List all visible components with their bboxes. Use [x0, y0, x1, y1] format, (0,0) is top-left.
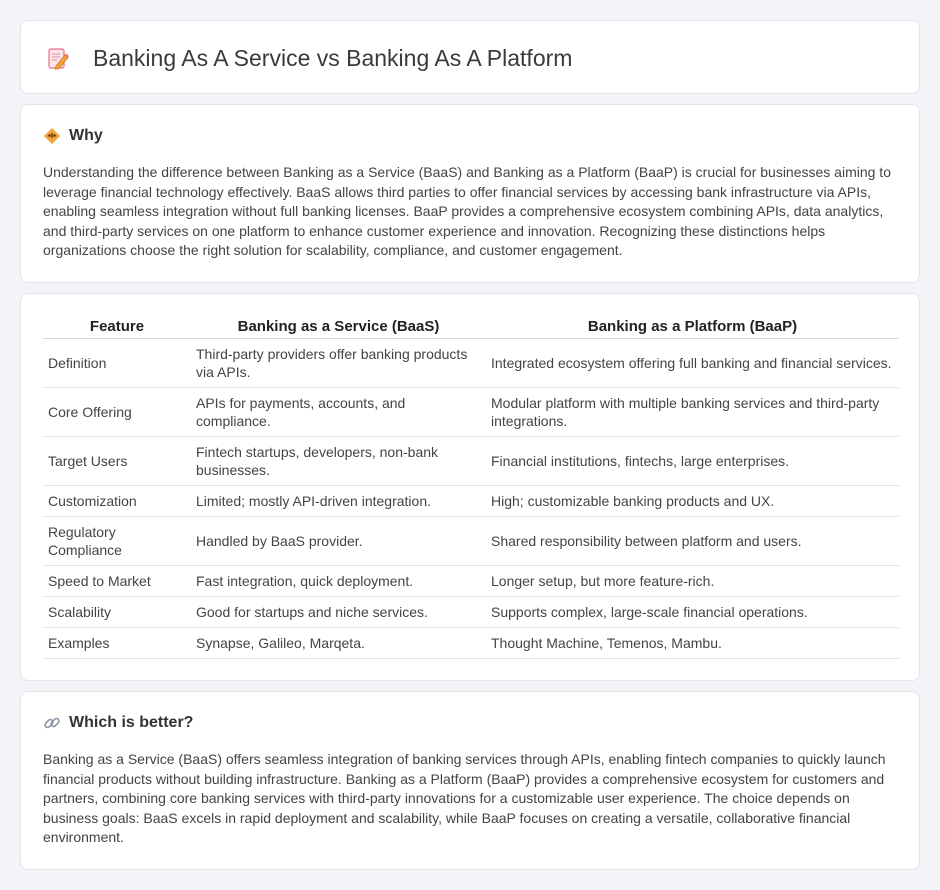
link-icon [43, 714, 61, 732]
row-baap: Shared responsibility between platform and users. [486, 516, 899, 565]
why-section [20, 104, 920, 283]
better-text: Banking as a Service (BaaS) offers seamless integration of banking services through APIs, enabling fintech companies to quickly launch financial products without building infrastructure. Banking as a Platform (BaaP) provides a comprehensive ecosystem for customers and partners, combining core banking services with third-party innovations for a customizable user experience. The choice depends on business goals: BaaS excels in rapid deployment and scalability, while BaaP focuses on creating a versatile, collaborative financial environment. [43, 751, 886, 846]
row-baas: Good for startups and niche services. [191, 596, 486, 627]
row-baap: Integrated ecosystem offering full banking and financial services. [486, 338, 899, 387]
why-heading: Why [69, 127, 103, 144]
row-baap: Thought Machine, Temenos, Mambu. [486, 627, 899, 658]
comparison-table-card [20, 293, 920, 681]
row-baap: Financial institutions, fintechs, large enterprises. [486, 436, 899, 485]
row-baas: Fintech startups, developers, non-bank businesses. [191, 436, 486, 485]
row-baas: Third-party providers offer banking products via APIs. [191, 338, 486, 387]
row-baap: Supports complex, large-scale financial operations. [486, 596, 899, 627]
table-row [43, 627, 899, 658]
table-row [43, 596, 899, 627]
table-row [43, 387, 899, 436]
table-header-row [43, 316, 899, 338]
row-baap: High; customizable banking products and UX. [486, 485, 899, 516]
table-row [43, 565, 899, 596]
row-baap: Longer setup, but more feature-rich. [486, 565, 899, 596]
table-row [43, 516, 899, 565]
document-pencil-icon [47, 47, 69, 71]
table-row [43, 485, 899, 516]
row-baas: APIs for payments, accounts, and compliance. [191, 387, 486, 436]
row-feature: Customization [43, 485, 191, 516]
row-feature: Core Offering [43, 387, 191, 436]
row-baas: Synapse, Galileo, Marqeta. [191, 627, 486, 658]
table-row [43, 338, 899, 387]
header-feature: Feature [43, 316, 191, 338]
row-feature: Definition [43, 338, 191, 387]
page-title: Banking As A Service vs Banking As A Platform [93, 45, 573, 71]
row-baap: Modular platform with multiple banking services and third-party integrations. [486, 387, 899, 436]
title-card [20, 20, 920, 94]
row-feature: Speed to Market [43, 565, 191, 596]
row-baas: Handled by BaaS provider. [191, 516, 486, 565]
comparison-table [43, 316, 899, 659]
row-baas: Limited; mostly API-driven integration. [191, 485, 486, 516]
which-better-section [20, 691, 920, 870]
header-baas: Banking as a Service (BaaS) [191, 316, 486, 338]
row-feature: Examples [43, 627, 191, 658]
better-header [43, 714, 193, 732]
better-heading: Which is better? [69, 714, 194, 731]
row-feature: Target Users [43, 436, 191, 485]
warning-diamond-icon [43, 127, 61, 145]
table-row [43, 436, 899, 485]
why-header [43, 127, 103, 145]
row-baas: Fast integration, quick deployment. [191, 565, 486, 596]
why-text: Understanding the difference between Banking as a Service (BaaS) and Banking as a Platform (BaaP) is crucial for businesses aiming to leverage financial technology effectively. BaaS allows third parties to offer financial services by accessing bank infrastructure via APIs, enabling seamless integration without full banking licenses. BaaP provides a comprehensive ecosystem combining APIs, data analytics, and third-party services on one platform to enhance customer experience and innovation. Recognizing these distinctions helps organizations choose the right solution for scalability, compliance, and customer engagement. [43, 164, 891, 259]
row-feature: Regulatory Compliance [43, 516, 191, 565]
row-feature: Scalability [43, 596, 191, 627]
header-baap: Banking as a Platform (BaaP) [486, 316, 899, 338]
